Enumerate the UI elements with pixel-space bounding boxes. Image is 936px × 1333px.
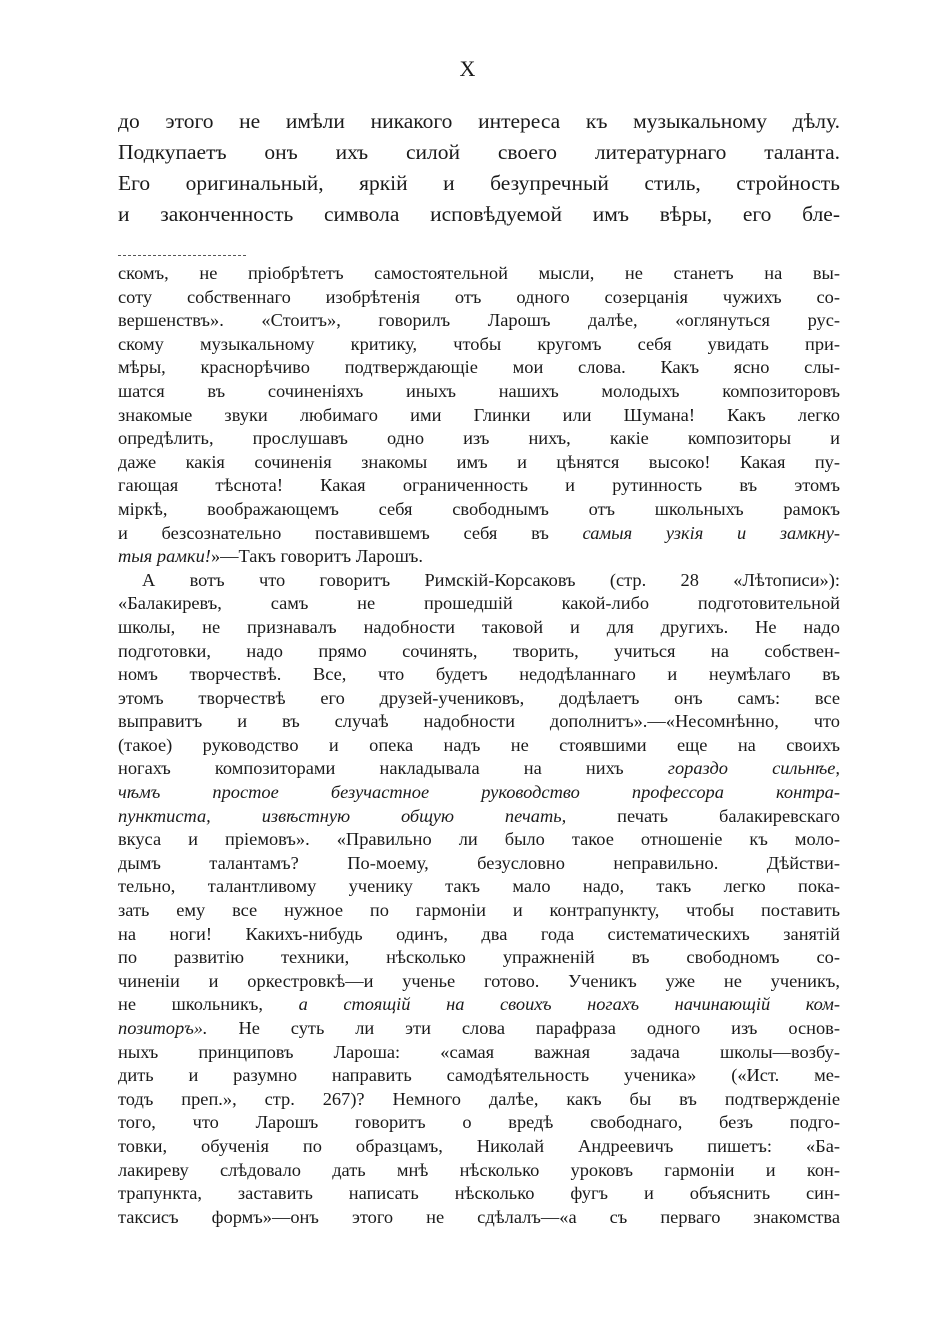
footnote-line: вкуса и пріемовъ». «Правильно ли было такое отношеніе къ моло-: [118, 829, 840, 850]
footnote: [118, 262, 840, 1229]
footnote-line: [118, 805, 840, 829]
footnote-line: дить и разумно направить самодѣятельность ученика» («Ист. ме-: [118, 1065, 840, 1086]
footnote-line: [118, 522, 840, 546]
text-normal: и безсознательно поставившемъ себя въ: [118, 522, 583, 543]
footnote-line: [118, 545, 840, 569]
footnote-line: тодъ преп.», стр. 267)? Немного далѣе, какъ бы въ подтвержденіе: [118, 1088, 840, 1109]
text-normal: Не суть ли эти слова парафраза одного изъ основ-: [207, 1018, 840, 1038]
footnote-line: по развитію техники, нѣсколько упражненій въ свободномъ со-: [118, 947, 840, 968]
text-italic: а стоящій на своихъ ногахъ начинающій ком-: [298, 994, 840, 1015]
text-italic: позиторъ».: [118, 1018, 208, 1038]
footnote-line: номъ творчествѣ. Все, что будетъ недодѣланнаго и неумѣлаго въ: [118, 664, 840, 685]
text-italic: пунктиста, извѣстную общую печать,: [118, 805, 567, 826]
text-normal: ногахъ композиторами накладывала на нихъ: [118, 758, 668, 779]
main-text: [118, 106, 840, 230]
footnote-line: выправитъ и въ случаѣ надобности дополнитъ».—«Несомнѣнно, что: [118, 711, 840, 732]
footnote-line: зать ему все нужное по гармоніи и контрапункту, чтобы поставить: [118, 900, 840, 921]
footnote-line: школы, не признавалъ надобности таковой и для другихъ. Не надо: [118, 616, 840, 637]
text-normal: не школьникъ,: [118, 994, 299, 1015]
footnote-line: А вотъ что говоритъ Римскій-Корсаковъ (стр. 28 «Лѣтописи»):: [142, 569, 840, 590]
footnote-line: [118, 1017, 840, 1041]
main-line: и законченность символа исповѣдуемой имъ вѣры, его бле-: [118, 202, 840, 226]
footnote-line: товки, обученія по образцамъ, Николай Андреевичъ пишетъ: «Ба-: [118, 1135, 840, 1156]
footnote-separator: [118, 255, 246, 256]
text-italic: самыя узкія и замкну-: [582, 522, 840, 543]
footnote-line: [118, 781, 840, 805]
footnote-line: опредѣлить, прослушавъ одно изъ нихъ, какіе композиторы и: [118, 428, 840, 449]
footnote-line: шатся въ сочиненіяхъ иныхъ нашихъ молодыхъ композиторовъ: [118, 380, 840, 401]
footnote-line: подготовки, надо прямо сочинять, творить, учиться на собствен-: [118, 640, 840, 661]
page-number: X: [459, 56, 477, 81]
footnote-line: гающая тѣснота! Какая ограниченность и рутинность въ этомъ: [118, 475, 840, 496]
footnote-line: таксисъ формъ»—онъ этого не сдѣлалъ—«а съ перваго знакомства: [118, 1206, 840, 1227]
main-line: Подкупаетъ онъ ихъ силой своего литературнаго таланта.: [118, 140, 840, 164]
footnote-line: мѣры, краснорѣчиво подтверждающіе мои слова. Какъ ясно слы-: [118, 357, 840, 378]
footnote-line: ныхъ принциповъ Лароша: «самая важная задача школы—возбу-: [118, 1041, 840, 1062]
footnote-line: этомъ творчествѣ его друзей-учениковъ, додѣлаетъ онъ самъ: все: [118, 687, 840, 708]
footnote-line: скому музыкальному критику, чтобы кругомъ себя увидать при-: [118, 333, 840, 354]
main-line: Его оригинальный, яркій и безупречный стиль, стройность: [118, 171, 840, 195]
footnote-line: знакомые звуки любимаго ими Глинки или Шумана! Какъ легко: [118, 404, 840, 425]
text-italic: чѣмъ простое безучастное руководство профессора контра-: [118, 782, 840, 803]
footnote-line: чиненіи и оркестровкѣ—и ученье готово. Ученикъ уже не ученикъ,: [118, 970, 840, 991]
footnote-line: дымъ талантамъ? По-моему, безусловно неправильно. Дѣйстви-: [118, 852, 840, 873]
footnote-line: [118, 757, 840, 781]
main-line: до этого не имѣли никакого интереса къ музыкальному дѣлу.: [118, 109, 840, 133]
footnote-line: «Балакиревъ, самъ не прошедшій какой-либо подготовительной: [118, 593, 840, 614]
footnote-line: даже какія сочиненія знакомы имъ и цѣнятся высоко! Какая пу-: [118, 451, 840, 472]
footnote-line: трапункта, заставить написать нѣсколько фугъ и объяснить син-: [118, 1183, 840, 1204]
footnote-line: соту собственнаго изобрѣтенія отъ одного созерцанія чужихъ со-: [118, 286, 840, 307]
footnote-line: вершенствъ». «Стоитъ», говорилъ Ларошъ далѣе, «оглянуться рус-: [118, 310, 840, 331]
footnote-line: тельно, талантливому ученику такъ мало надо, такъ легко пока-: [118, 876, 840, 897]
text-normal: печать балакиревскаго: [566, 805, 840, 826]
text-italic: тыя рамки!: [118, 546, 211, 567]
footnote-line: на ноги! Какихъ-нибудь одинъ, два года систематическихъ занятій: [118, 923, 840, 944]
footnote-line: [118, 993, 840, 1017]
text-italic: гораздо сильнѣе,: [667, 758, 840, 779]
footnote-line: міркѣ, воображающемъ себя свободнымъ отъ школьныхъ рамокъ: [118, 498, 840, 519]
text-normal: »—Такъ говоритъ Ларошъ.: [210, 546, 424, 567]
footnote-line: (такое) руководство и опека надъ не стоявшими еще на своихъ: [118, 734, 840, 755]
footnote-line: лакиреву слѣдовало дать мнѣ нѣсколько уроковъ гармоніи и кон-: [118, 1159, 840, 1180]
footnote-line: того, что Ларошъ говоритъ о вредѣ свободнаго, безъ подго-: [118, 1112, 840, 1133]
footnote-line: скомъ, не пріобрѣтетъ самостоятельной мысли, не станетъ на вы-: [118, 263, 840, 283]
